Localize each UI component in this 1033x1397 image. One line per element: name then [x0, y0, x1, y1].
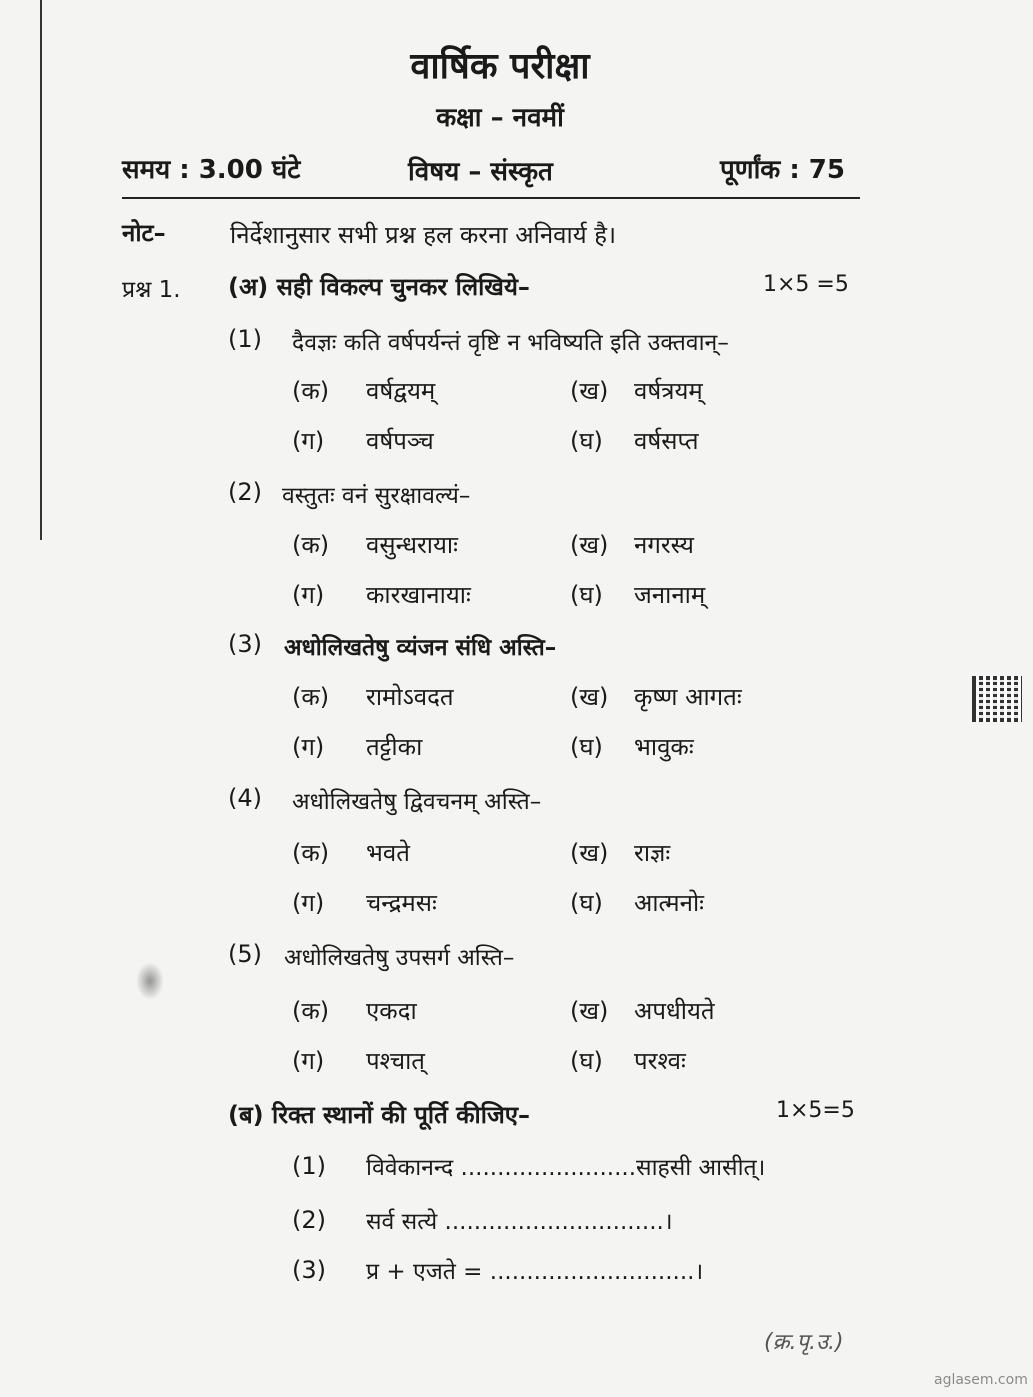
option-label: (घ) — [570, 889, 603, 917]
option-text: तट्टीका — [366, 733, 423, 761]
option-text: भावुकः — [634, 733, 694, 761]
class-line: कक्षा – नवमीं — [436, 103, 564, 133]
option-text: भवते — [366, 839, 410, 867]
option-text: नगरस्य — [634, 531, 694, 559]
item-question: अधोलिखतेषु द्विवचनम् अस्ति– — [292, 789, 542, 815]
option-label: (घ) — [570, 733, 603, 761]
part-b-heading: (ब) रिक्त स्थानों की पूर्ति कीजिए– — [228, 1101, 531, 1129]
item-question: वस्तुतः वनं सुरक्षावल्यं– — [282, 483, 471, 509]
exam-title: वार्षिक परीक्षा — [410, 46, 590, 87]
option-label: (घ) — [570, 581, 603, 609]
item-number: (3) — [228, 630, 262, 658]
item-question: अधोलिखतेषु उपसर्ग अस्ति– — [284, 945, 515, 971]
option-text: अपधीयते — [634, 997, 715, 1025]
ink-stain — [136, 962, 164, 1000]
header-divider — [122, 197, 860, 199]
option-label: (ग) — [292, 1047, 325, 1075]
option-text: राज्ञः — [634, 839, 671, 867]
option-text: वसुन्धरायाः — [366, 531, 458, 559]
option-text: जनानाम् — [634, 581, 706, 609]
part-a-heading: (अ) सही विकल्प चुनकर लिखिये– — [228, 273, 530, 301]
part-a-marks: 1×5 =5 — [763, 272, 849, 297]
option-label: (ख) — [570, 997, 609, 1025]
option-text: एकदा — [366, 997, 417, 1025]
item-number: (1) — [228, 325, 262, 353]
option-label: (क) — [292, 531, 330, 559]
option-label: (ख) — [570, 377, 609, 405]
option-text: रामोऽवदत — [366, 683, 454, 711]
item-question: दैवज्ञः कति वर्षपर्यन्तं वृष्टि न भविष्यति इति उक्तवान्– — [292, 330, 729, 356]
max-marks-label: पूर्णांक : 75 — [720, 155, 845, 185]
option-label: (घ) — [570, 427, 603, 455]
note-label: नोट– — [122, 219, 166, 247]
option-label: (ख) — [570, 683, 609, 711]
item-number: (5) — [228, 940, 262, 968]
option-label: (क) — [292, 377, 330, 405]
item-number: (3) — [292, 1256, 326, 1284]
option-text: परश्वः — [634, 1047, 686, 1075]
item-number: (2) — [228, 478, 262, 506]
option-text: वर्षसप्त — [634, 427, 699, 455]
option-text: वर्षत्रयम् — [634, 377, 703, 405]
option-label: (ख) — [570, 839, 609, 867]
option-label: (क) — [292, 683, 330, 711]
fill-blank-text: विवेकानन्द ........................साहसी आसीत्। — [366, 1155, 766, 1181]
fill-blank-text: प्र + एजते = ............................। — [366, 1259, 704, 1285]
pto-note: (क्र.पृ.उ.) — [764, 1330, 844, 1355]
option-label: (घ) — [570, 1047, 603, 1075]
question-label: प्रश्न 1. — [122, 277, 181, 303]
qr-code — [972, 676, 1022, 722]
option-label: (क) — [292, 839, 330, 867]
option-text: आत्मनोः — [634, 889, 705, 917]
option-label: (ख) — [570, 531, 609, 559]
fill-blank-text: सर्व सत्ये ..............................। — [366, 1209, 673, 1235]
option-text: पश्चात् — [366, 1047, 425, 1075]
option-label: (ग) — [292, 889, 325, 917]
option-label: (क) — [292, 997, 330, 1025]
option-text: कृष्ण आगतः — [634, 683, 742, 711]
option-text: वर्षद्वयम् — [366, 377, 436, 405]
option-text: कारखानायाः — [366, 581, 471, 609]
subject-label: विषय – संस्कृत — [408, 157, 553, 187]
item-number: (4) — [228, 784, 262, 812]
part-b-marks: 1×5=5 — [776, 1098, 855, 1123]
option-text: चन्द्रमसः — [366, 889, 437, 917]
option-label: (ग) — [292, 581, 325, 609]
watermark: aglasem.com — [934, 1372, 1028, 1388]
note-text: निर्देशानुसार सभी प्रश्न हल करना अनिवार्य है। — [230, 221, 617, 249]
time-label: समय : 3.00 घंटे — [122, 155, 301, 185]
option-text: वर्षपञ्च — [366, 427, 434, 455]
item-number: (1) — [292, 1152, 326, 1180]
item-number: (2) — [292, 1206, 326, 1234]
option-label: (ग) — [292, 427, 325, 455]
option-label: (ग) — [292, 733, 325, 761]
item-question: अधोलिखतेषु व्यंजन संधि अस्ति– — [284, 635, 557, 661]
